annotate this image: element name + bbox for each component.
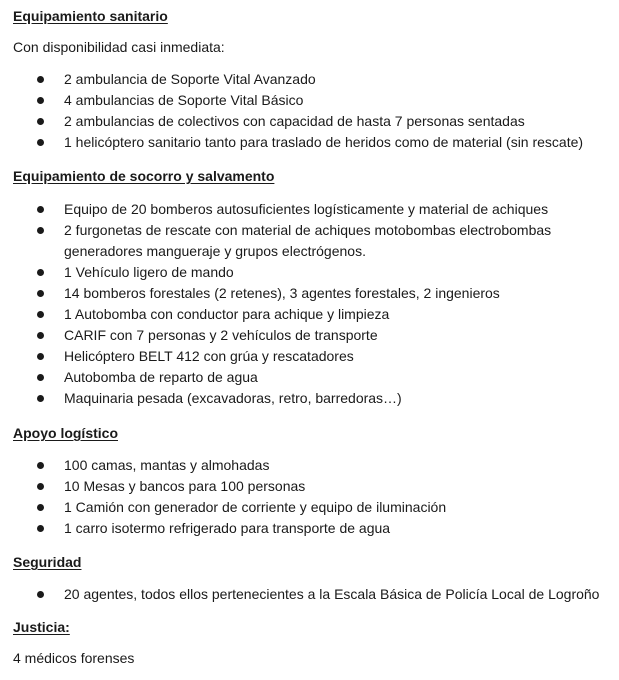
list-item: Maquinaria pesada (excavadoras, retro, barredoras…)	[13, 388, 603, 409]
bullet-icon	[37, 311, 44, 318]
list-item: 4 ambulancias de Soporte Vital Básico	[13, 90, 613, 111]
list-item: 2 ambulancia de Soporte Vital Avanzado	[13, 69, 613, 90]
bullet-icon	[37, 374, 44, 381]
bullet-icon	[37, 290, 44, 297]
bullet-list-seguridad	[13, 584, 619, 605]
bullet-icon	[37, 227, 44, 234]
bullet-list-logistico	[13, 455, 613, 539]
bullet-icon	[37, 76, 44, 83]
bullet-list-socorro	[13, 199, 603, 409]
section-heading-seguridad: Seguridad	[13, 554, 82, 570]
section-heading-equipamiento-sanitario: Equipamiento sanitario	[13, 8, 168, 24]
bullet-icon	[37, 206, 44, 213]
bullet-icon	[37, 97, 44, 104]
list-item: CARIF con 7 personas y 2 vehículos de transporte	[13, 325, 603, 346]
bullet-icon	[37, 525, 44, 532]
section-heading-socorro-salvamento: Equipamiento de socorro y salvamento	[13, 168, 275, 184]
bullet-icon	[37, 395, 44, 402]
bullet-icon	[37, 332, 44, 339]
list-item: 1 Vehículo ligero de mando	[13, 262, 603, 283]
bullet-icon	[37, 139, 44, 146]
list-item: 2 ambulancias de colectivos con capacidad de hasta 7 personas sentadas	[13, 111, 613, 132]
bullet-icon	[37, 269, 44, 276]
bullet-list-sanitario	[13, 69, 613, 153]
list-item: 1 Autobomba con conductor para achique y limpieza	[13, 304, 603, 325]
list-item: Helicóptero BELT 412 con grúa y rescatadores	[13, 346, 603, 367]
section-heading-justicia: Justicia:	[13, 619, 70, 635]
bullet-icon	[37, 353, 44, 360]
list-item: 1 Camión con generador de corriente y equipo de iluminación	[13, 497, 613, 518]
list-item: Equipo de 20 bomberos autosuficientes logísticamente y material de achiques	[13, 199, 603, 220]
bullet-icon	[37, 483, 44, 490]
list-item: 2 furgonetas de rescate con material de achiques motobombas electrobombas generadores mangueraje y grupos electrógenos.	[13, 220, 603, 262]
list-item: 100 camas, mantas y almohadas	[13, 455, 613, 476]
bullet-icon	[37, 591, 44, 598]
bullet-icon	[37, 118, 44, 125]
list-item: 1 carro isotermo refrigerado para transporte de agua	[13, 518, 613, 539]
list-item: 1 helicóptero sanitario tanto para traslado de heridos como de material (sin rescate)	[13, 132, 613, 153]
section-heading-apoyo-logistico: Apoyo logístico	[13, 425, 118, 441]
section-body-justicia: 4 médicos forenses	[13, 650, 135, 666]
list-item: 20 agentes, todos ellos pertenecientes a la Escala Básica de Policía Local de Logroño	[13, 584, 619, 605]
bullet-icon	[37, 504, 44, 511]
section-intro: Con disponibilidad casi inmediata:	[13, 39, 225, 55]
list-item: 14 bomberos forestales (2 retenes), 3 agentes forestales, 2 ingenieros	[13, 283, 603, 304]
bullet-icon	[37, 462, 44, 469]
list-item: Autobomba de reparto de agua	[13, 367, 603, 388]
list-item: 10 Mesas y bancos para 100 personas	[13, 476, 613, 497]
